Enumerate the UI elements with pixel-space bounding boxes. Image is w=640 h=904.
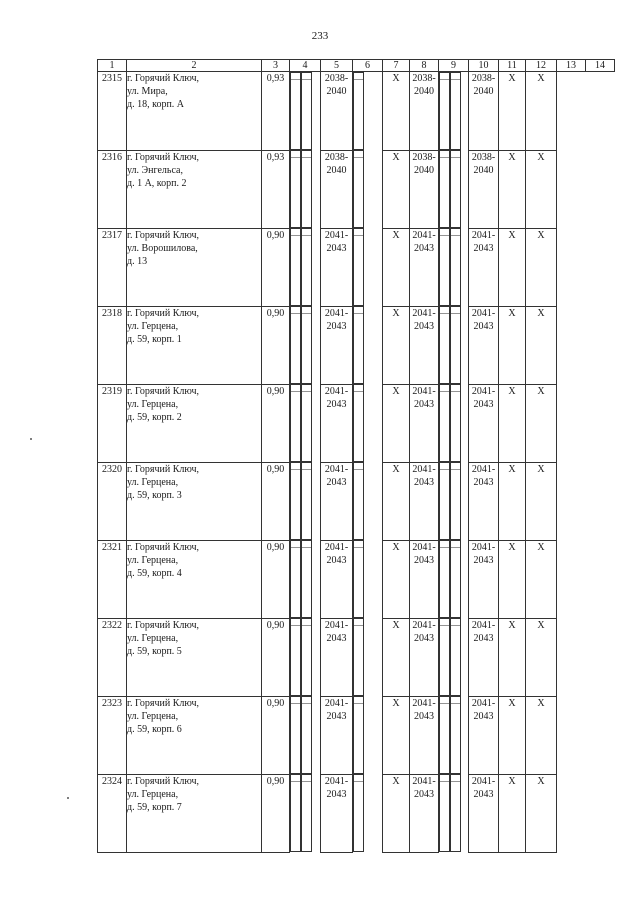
address-cell	[127, 150, 262, 228]
period-cell-col12	[469, 696, 499, 774]
period-line: 2043	[414, 710, 434, 722]
dash-cell-col10: —	[439, 462, 450, 540]
mark-cell-col8: X	[383, 150, 410, 228]
period-line: 2040	[473, 86, 494, 97]
period-cell-col9	[410, 306, 439, 384]
period-cell-col12	[469, 306, 499, 384]
row-number-cell: 2317	[98, 228, 127, 306]
period-cell-col12	[469, 228, 499, 306]
address-line: г. Горячий Ключ,	[127, 151, 199, 163]
dash-cell-col5: —	[301, 72, 312, 150]
mark-cell-col8: X	[383, 618, 410, 696]
value-cell-col3: 0,90	[262, 306, 290, 384]
table-row	[98, 306, 615, 384]
mark-cell-col14: X	[526, 696, 557, 774]
period-cell-col12	[469, 774, 499, 852]
period-line: 2041-	[324, 463, 349, 475]
period-line: 2043	[473, 398, 494, 410]
dash-cell-col5: —	[301, 150, 312, 228]
dash-cell-col5: —	[301, 540, 312, 618]
mark-cell-col13: X	[499, 72, 526, 151]
period-line: 2041-	[412, 775, 436, 787]
mark-cell-col14: X	[526, 462, 557, 540]
value-cell-col3: 0,90	[262, 774, 290, 852]
dash-cell-col10: —	[439, 774, 450, 852]
period-line: 2040	[414, 86, 434, 97]
column-number: 14	[586, 60, 615, 72]
mark-cell-col8: X	[383, 462, 410, 540]
mark-cell-col13: X	[499, 618, 526, 696]
table-row	[98, 384, 615, 462]
table-row	[98, 72, 615, 151]
row-number-cell: 2318	[98, 306, 127, 384]
row-number-cell: 2316	[98, 150, 127, 228]
period-cell-col9	[410, 618, 439, 696]
period-line: 2038-	[471, 151, 496, 163]
period-line: 2041-	[324, 229, 349, 241]
mark-cell-col13: X	[499, 774, 526, 852]
column-number: 5	[321, 60, 353, 72]
address-line: д. 59, корп. 5	[127, 645, 182, 657]
period-line: 2040	[326, 86, 347, 97]
dash-cell-col4: —	[290, 228, 301, 306]
address-line: г. Горячий Ключ,	[127, 541, 199, 553]
address-cell	[127, 384, 262, 462]
value-cell-col3: 0,90	[262, 384, 290, 462]
period-line: 2041-	[471, 619, 496, 631]
period-cell-col9	[410, 696, 439, 774]
dash-cell-col7: —	[353, 384, 364, 462]
period-line: 2041-	[471, 229, 496, 241]
value-cell-col3: 0,93	[262, 150, 290, 228]
dash-cell-col10: —	[439, 618, 450, 696]
dash-cell-col4: —	[290, 774, 301, 852]
column-number: 6	[353, 60, 383, 72]
period-line: 2043	[473, 242, 494, 254]
period-line: 2038-	[324, 73, 349, 84]
period-line: 2043	[326, 398, 347, 410]
period-line: 2043	[414, 554, 434, 566]
column-number: 10	[469, 60, 499, 72]
period-line: 2043	[414, 320, 434, 332]
period-line: 2040	[473, 164, 494, 176]
address-line: ул. Герцена,	[127, 476, 179, 488]
address-line: ул. Ворошилова,	[127, 242, 198, 254]
period-cell-col9	[410, 228, 439, 306]
table-row	[98, 228, 615, 306]
period-line: 2041-	[412, 541, 436, 553]
address-cell	[127, 462, 262, 540]
mark-cell-col14: X	[526, 618, 557, 696]
column-number: 11	[499, 60, 526, 72]
mark-cell-col8: X	[383, 540, 410, 618]
address-line: д. 18, корп. А	[127, 99, 185, 110]
dash-cell-col11: —	[450, 150, 461, 228]
mark-cell-col14: X	[526, 774, 557, 852]
period-cell-col6	[321, 228, 353, 306]
row-number-cell: 2320	[98, 462, 127, 540]
dash-cell-col4: —	[290, 384, 301, 462]
column-number: 2	[127, 60, 262, 72]
value-cell-col3: 0,90	[262, 618, 290, 696]
column-number: 1	[98, 60, 127, 72]
column-number-row	[98, 60, 615, 72]
period-line: 2041-	[324, 697, 349, 709]
period-cell-col9	[410, 72, 439, 151]
period-line: 2043	[326, 476, 347, 488]
dash-cell-col4: —	[290, 462, 301, 540]
address-line: г. Горячий Ключ,	[127, 463, 199, 475]
dash-cell-col5: —	[301, 618, 312, 696]
period-line: 2043	[473, 710, 494, 722]
address-line: ул. Мира,	[127, 86, 168, 97]
dash-cell-col4: —	[290, 540, 301, 618]
period-line: 2041-	[324, 619, 349, 631]
period-cell-col6	[321, 696, 353, 774]
period-line: 2041-	[471, 385, 496, 397]
value-cell-col3: 0,93	[262, 72, 290, 151]
period-line: 2041-	[471, 463, 496, 475]
mark-cell-col13: X	[499, 384, 526, 462]
address-line: ул. Герцена,	[127, 320, 179, 332]
period-line: 2040	[326, 164, 347, 176]
dash-cell-col11: —	[450, 618, 461, 696]
dash-cell-col5: —	[301, 228, 312, 306]
dash-cell-col7: —	[353, 72, 364, 150]
address-line: г. Горячий Ключ,	[127, 73, 199, 84]
dash-cell-col4: —	[290, 150, 301, 228]
mark-cell-col8: X	[383, 384, 410, 462]
mark-cell-col14: X	[526, 72, 557, 151]
scan-speck	[30, 438, 32, 440]
period-line: 2043	[473, 554, 494, 566]
column-number: 3	[262, 60, 290, 72]
dash-cell-col7: —	[353, 696, 364, 774]
mark-cell-col8: X	[383, 774, 410, 852]
period-cell-col12	[469, 462, 499, 540]
period-cell-col6	[321, 618, 353, 696]
table-row	[98, 540, 615, 618]
period-cell-col9	[410, 774, 439, 852]
period-line: 2038-	[471, 73, 496, 84]
address-line: г. Горячий Ключ,	[127, 619, 199, 631]
address-cell	[127, 774, 262, 852]
dash-cell-col7: —	[353, 150, 364, 228]
period-cell-col6	[321, 774, 353, 852]
row-number-cell: 2322	[98, 618, 127, 696]
period-line: 2041-	[412, 307, 436, 319]
period-line: 2041-	[412, 697, 436, 709]
address-line: г. Горячий Ключ,	[127, 307, 199, 319]
period-cell-col12	[469, 72, 499, 151]
period-line: 2043	[326, 788, 347, 800]
table-body	[98, 60, 615, 853]
address-line: д. 1 А, корп. 2	[127, 177, 187, 189]
dash-cell-col7: —	[353, 540, 364, 618]
dash-cell-col10: —	[439, 72, 450, 150]
period-line: 2041-	[412, 619, 436, 631]
period-line: 2043	[473, 788, 494, 800]
mark-cell-col14: X	[526, 228, 557, 306]
mark-cell-col14: X	[526, 306, 557, 384]
dash-cell-col10: —	[439, 384, 450, 462]
period-line: 2043	[326, 632, 347, 644]
period-cell-col9	[410, 462, 439, 540]
period-line: 2038-	[324, 151, 349, 163]
row-number-cell: 2321	[98, 540, 127, 618]
period-cell-col12	[469, 618, 499, 696]
period-cell-col6	[321, 540, 353, 618]
page-number: 233	[311, 30, 329, 42]
mark-cell-col14: X	[526, 384, 557, 462]
registry-table	[97, 59, 615, 853]
period-cell-col6	[321, 462, 353, 540]
table-row	[98, 696, 615, 774]
address-cell	[127, 306, 262, 384]
dash-cell-col7: —	[353, 462, 364, 540]
period-line: 2043	[473, 632, 494, 644]
dash-cell-col10: —	[439, 696, 450, 774]
address-cell	[127, 228, 262, 306]
period-line: 2043	[326, 242, 347, 254]
period-line: 2041-	[471, 307, 496, 319]
dash-cell-col4: —	[290, 72, 301, 150]
period-cell-col9	[410, 384, 439, 462]
value-cell-col3: 0,90	[262, 696, 290, 774]
period-line: 2043	[326, 320, 347, 332]
address-line: д. 59, корп. 2	[127, 411, 182, 423]
mark-cell-col8: X	[383, 306, 410, 384]
value-cell-col3: 0,90	[262, 462, 290, 540]
dash-cell-col5: —	[301, 384, 312, 462]
table-row	[98, 150, 615, 228]
mark-cell-col14: X	[526, 150, 557, 228]
column-number: 8	[410, 60, 439, 72]
period-cell-col6	[321, 72, 353, 151]
period-line: 2043	[473, 476, 494, 488]
row-number-cell: 2323	[98, 696, 127, 774]
period-line: 2038-	[412, 73, 436, 84]
address-line: ул. Герцена,	[127, 398, 179, 410]
address-line: д. 13	[127, 255, 148, 267]
period-cell-col6	[321, 384, 353, 462]
dash-cell-col11: —	[450, 774, 461, 852]
period-line: 2040	[414, 164, 434, 176]
mark-cell-col8: X	[383, 72, 410, 151]
table-row	[98, 462, 615, 540]
dash-cell-col11: —	[450, 72, 461, 150]
dash-cell-col5: —	[301, 306, 312, 384]
mark-cell-col8: X	[383, 696, 410, 774]
dash-cell-col5: —	[301, 462, 312, 540]
dash-cell-col10: —	[439, 306, 450, 384]
address-line: г. Горячий Ключ,	[127, 229, 199, 241]
period-cell-col12	[469, 540, 499, 618]
period-line: 2043	[414, 242, 434, 254]
column-number: 7	[383, 60, 410, 72]
dash-cell-col5: —	[301, 696, 312, 774]
period-line: 2041-	[471, 697, 496, 709]
period-cell-col12	[469, 150, 499, 228]
address-line: ул. Энгельса,	[127, 164, 183, 176]
dash-cell-col11: —	[450, 228, 461, 306]
period-line: 2041-	[412, 463, 436, 475]
address-line: д. 59, корп. 1	[127, 333, 182, 345]
column-number: 4	[290, 60, 321, 72]
period-line: 2043	[473, 320, 494, 332]
row-number-cell: 2315	[98, 72, 127, 151]
period-cell-col12	[469, 384, 499, 462]
scan-speck	[67, 797, 69, 799]
address-cell	[127, 72, 262, 151]
period-cell-col6	[321, 150, 353, 228]
period-line: 2041-	[471, 775, 496, 787]
row-number-cell: 2319	[98, 384, 127, 462]
period-cell-col6	[321, 306, 353, 384]
period-cell-col9	[410, 540, 439, 618]
period-line: 2038-	[412, 151, 436, 163]
dash-cell-col4: —	[290, 618, 301, 696]
mark-cell-col13: X	[499, 306, 526, 384]
row-number-cell: 2324	[98, 774, 127, 852]
address-line: ул. Герцена,	[127, 710, 179, 722]
mark-cell-col13: X	[499, 696, 526, 774]
address-line: ул. Герцена,	[127, 632, 179, 644]
period-line: 2043	[414, 788, 434, 800]
dash-cell-col10: —	[439, 540, 450, 618]
dash-cell-col7: —	[353, 306, 364, 384]
column-number: 9	[439, 60, 469, 72]
period-line: 2043	[414, 476, 434, 488]
table-row	[98, 618, 615, 696]
mark-cell-col13: X	[499, 540, 526, 618]
period-line: 2041-	[412, 385, 436, 397]
period-line: 2041-	[471, 541, 496, 553]
address-line: д. 59, корп. 4	[127, 567, 182, 579]
address-line: г. Горячий Ключ,	[127, 697, 199, 709]
value-cell-col3: 0,90	[262, 228, 290, 306]
dash-cell-col5: —	[301, 774, 312, 852]
address-line: ул. Герцена,	[127, 554, 179, 566]
dash-cell-col4: —	[290, 696, 301, 774]
dash-cell-col11: —	[450, 306, 461, 384]
dash-cell-col11: —	[450, 384, 461, 462]
period-line: 2041-	[412, 229, 436, 241]
mark-cell-col13: X	[499, 228, 526, 306]
address-line: д. 59, корп. 7	[127, 801, 182, 813]
period-line: 2041-	[324, 541, 349, 553]
address-line: д. 59, корп. 6	[127, 723, 182, 735]
dash-cell-col7: —	[353, 228, 364, 306]
mark-cell-col13: X	[499, 462, 526, 540]
address-line: г. Горячий Ключ,	[127, 385, 199, 397]
mark-cell-col8: X	[383, 228, 410, 306]
period-line: 2043	[414, 632, 434, 644]
address-line: ул. Герцена,	[127, 788, 179, 800]
dash-cell-col4: —	[290, 306, 301, 384]
address-cell	[127, 618, 262, 696]
dash-cell-col11: —	[450, 696, 461, 774]
address-cell	[127, 540, 262, 618]
dash-cell-col10: —	[439, 150, 450, 228]
mark-cell-col13: X	[499, 150, 526, 228]
dash-cell-col11: —	[450, 540, 461, 618]
dash-cell-col7: —	[353, 618, 364, 696]
address-line: д. 59, корп. 3	[127, 489, 182, 501]
address-cell	[127, 696, 262, 774]
column-number: 12	[526, 60, 557, 72]
period-line: 2043	[326, 554, 347, 566]
dash-cell-col10: —	[439, 228, 450, 306]
address-line: г. Горячий Ключ,	[127, 775, 199, 787]
period-line: 2041-	[324, 307, 349, 319]
mark-cell-col14: X	[526, 540, 557, 618]
period-cell-col9	[410, 150, 439, 228]
dash-cell-col11: —	[450, 462, 461, 540]
dash-cell-col7: —	[353, 774, 364, 852]
column-number: 13	[557, 60, 586, 72]
period-line: 2041-	[324, 775, 349, 787]
period-line: 2043	[414, 398, 434, 410]
value-cell-col3: 0,90	[262, 540, 290, 618]
period-line: 2041-	[324, 385, 349, 397]
table-row	[98, 774, 615, 852]
period-line: 2043	[326, 710, 347, 722]
